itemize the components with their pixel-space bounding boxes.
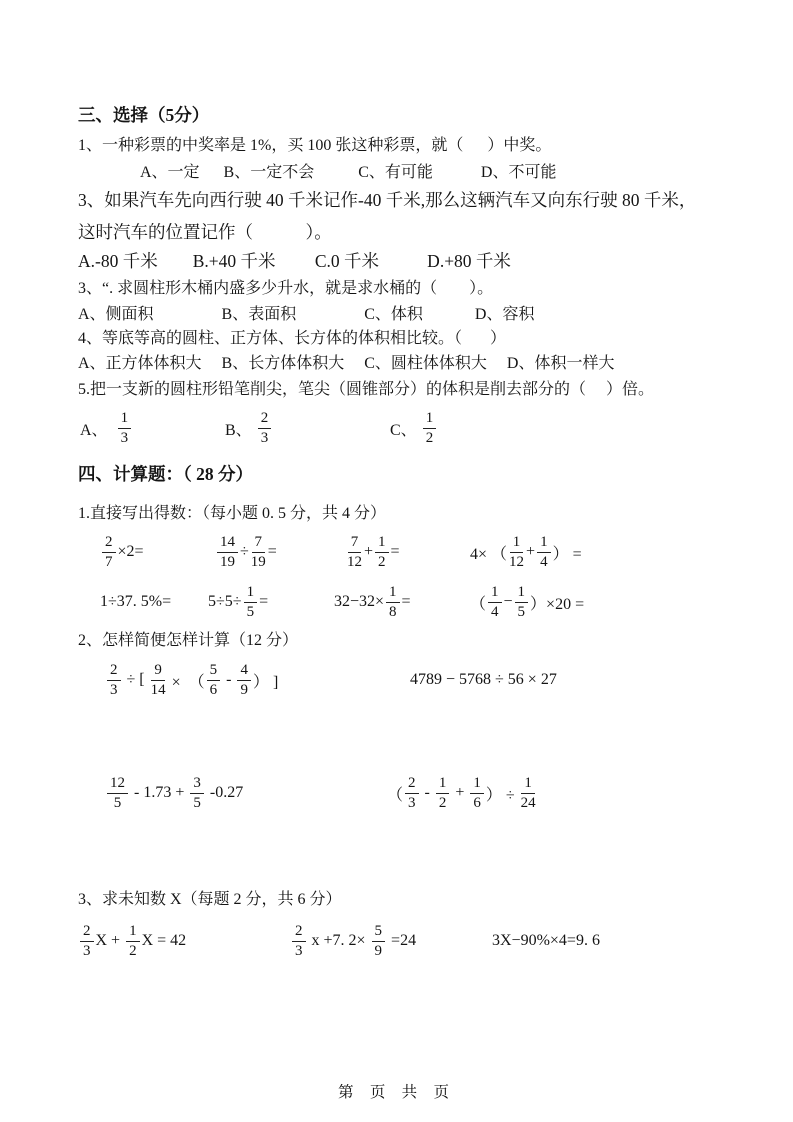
page-footer: 第 页 共 页 — [338, 1084, 455, 1101]
fraction: $\frac{7}{19}$ — [250, 533, 266, 570]
choice-q2-stem-line2: 这时汽车的位置记作（ ）。 — [78, 222, 332, 242]
math-text: -0.27 — [205, 784, 244, 801]
math-text: 5÷5÷ — [208, 593, 242, 610]
math-text: B、 — [225, 421, 256, 439]
math-expression — [410, 671, 557, 689]
choice-q3-stem: 3、“. 求圆柱形木桶内盛多少升水，就是求水桶的（ ）。 — [78, 280, 494, 297]
math-text: = — [267, 543, 277, 560]
math-text: − — [503, 593, 513, 610]
choice-q5-options — [80, 405, 438, 451]
choice-q3-options: A、侧面积 B、表面积 C、体积 D、容积 — [78, 306, 535, 323]
choice-q2-options: A.-80 千米 B.+40 千米 C.0 千米 D.+80 千米 — [78, 251, 511, 271]
math-text: ） ] — [252, 673, 279, 691]
math-expression — [208, 584, 334, 621]
math-expression — [290, 923, 492, 960]
fraction: $\frac{2}{3}$ — [258, 410, 272, 447]
calc-simplify-row2 — [105, 766, 538, 820]
math-text: X + — [95, 932, 125, 949]
math-text: - — [420, 784, 434, 801]
fraction: $\frac{2}{7}$ — [102, 534, 116, 571]
calc-simplify-row1 — [105, 652, 557, 708]
fraction: $\frac{1}{3}$ — [118, 410, 132, 447]
math-expression — [100, 534, 215, 571]
fraction: $\frac{1}{2}$ — [126, 923, 140, 960]
math-expression — [100, 593, 208, 611]
math-text: 1÷37. 5%= — [100, 593, 172, 610]
calc-simplify-heading: 2、怎样简便怎样计算（12 分） — [78, 632, 299, 649]
math-text: ） ÷ — [485, 786, 519, 804]
math-text: - — [222, 671, 236, 688]
fraction: $\frac{2}{3}$ — [80, 923, 94, 960]
math-text: 32−32× — [334, 593, 385, 610]
fraction: $\frac{9}{14}$ — [150, 661, 166, 698]
math-text: ×2= — [117, 543, 144, 560]
fraction: $\frac{5}{6}$ — [207, 662, 221, 699]
math-text: = — [390, 543, 400, 560]
calc-mental-heading: 1.直接写出得数：（每小题 0. 5 分，共 4 分） — [78, 505, 387, 522]
fraction: $\frac{1}{8}$ — [386, 584, 400, 621]
math-expression — [215, 534, 345, 571]
math-text: + — [451, 784, 469, 801]
fraction: $\frac{1}{2}$ — [423, 410, 437, 447]
math-text: + — [526, 543, 536, 560]
calc-mental-row1 — [100, 528, 582, 576]
math-text: 3X−90%×4=9. 6 — [492, 932, 600, 949]
math-expression — [105, 775, 387, 812]
fraction: $\frac{1}{24}$ — [520, 774, 536, 811]
math-text: A、 — [80, 421, 116, 439]
section-calc-title: 四、计算题：（ 28 分） — [78, 464, 253, 484]
choice-q1-stem: 1、一种彩票的中奖率是 1%，买 100 张这种彩票，就（ ）中奖。 — [78, 137, 552, 154]
choice-q2-stem-line1: 3、如果汽车先向西行驶 40 千米记作-40 千米,那么这辆汽车又向东行驶 80 千米， — [78, 190, 697, 210]
fraction: $\frac{1}{6}$ — [470, 775, 484, 812]
math-expression — [470, 584, 584, 621]
math-text: = — [259, 593, 269, 610]
choice-q4-stem: 4、等底等高的圆柱、正方体、长方体的体积相比较。（ ） — [78, 330, 507, 347]
math-text: ）×20 = — [530, 595, 585, 613]
math-text: x +7. 2× — [307, 932, 370, 949]
math-text: C、 — [390, 421, 421, 439]
fraction: $\frac{2}{3}$ — [107, 662, 121, 699]
calc-mental-row2 — [100, 578, 584, 626]
math-text: 4× （ — [470, 545, 508, 563]
section-choice-title: 三、选择（5分） — [78, 105, 210, 125]
math-text: （ — [387, 786, 404, 804]
fraction: $\frac{1}{4}$ — [488, 584, 502, 621]
fraction: $\frac{3}{5}$ — [190, 775, 204, 812]
fraction: $\frac{1}{12}$ — [509, 533, 525, 570]
calc-solvex-row — [78, 916, 600, 966]
math-expression — [492, 932, 600, 950]
math-text: - 1.73 + — [130, 784, 189, 801]
fraction: $\frac{12}{5}$ — [107, 775, 128, 812]
fraction: $\frac{1}{5}$ — [244, 584, 258, 621]
fraction: $\frac{7}{12}$ — [347, 533, 362, 570]
fraction: $\frac{1}{2}$ — [436, 775, 450, 812]
math-text: ÷ [ — [122, 671, 149, 688]
math-expression — [345, 534, 470, 571]
math-text: = — [401, 593, 411, 610]
math-text: × （ — [167, 673, 205, 691]
choice-q1-options: A、一定 B、一定不会 C、有可能 D、不可能 — [140, 164, 557, 181]
fraction: $\frac{1}{2}$ — [375, 534, 389, 571]
fraction: $\frac{2}{3}$ — [405, 775, 419, 812]
fraction: $\frac{5}{9}$ — [372, 923, 386, 960]
math-expression — [387, 775, 538, 812]
math-text: ÷ — [240, 543, 249, 560]
math-expression — [390, 410, 438, 447]
math-text: =24 — [387, 932, 417, 949]
fraction: $\frac{1}{4}$ — [537, 534, 551, 571]
math-text: X = 42 — [141, 932, 187, 949]
math-expression — [78, 923, 290, 960]
math-text: （ — [470, 595, 487, 613]
choice-q4-options: A、正方体体积大 B、长方体体积大 C、圆柱体体积大 D、体积一样大 — [78, 355, 615, 372]
fraction: $\frac{1}{5}$ — [515, 584, 529, 621]
math-text: + — [364, 543, 374, 560]
math-text: 4789 − 5768 ÷ 56 × 27 — [410, 671, 557, 688]
math-expression — [80, 410, 225, 447]
math-expression — [470, 534, 582, 571]
fraction: $\frac{4}{9}$ — [237, 662, 251, 699]
math-text: ） = — [552, 545, 582, 563]
fraction: $\frac{14}{19}$ — [217, 534, 238, 571]
calc-solvex-heading: 3、求未知数 X（每题 2 分，共 6 分） — [78, 891, 342, 908]
math-expression — [334, 584, 470, 621]
fraction: $\frac{2}{3}$ — [292, 923, 306, 960]
math-expression — [225, 410, 390, 447]
choice-q5-stem: 5.把一支新的圆柱形铅笔削尖，笔尖（圆锥部分）的体积是削去部分的（ ）倍。 — [78, 381, 655, 398]
math-expression — [105, 662, 410, 699]
